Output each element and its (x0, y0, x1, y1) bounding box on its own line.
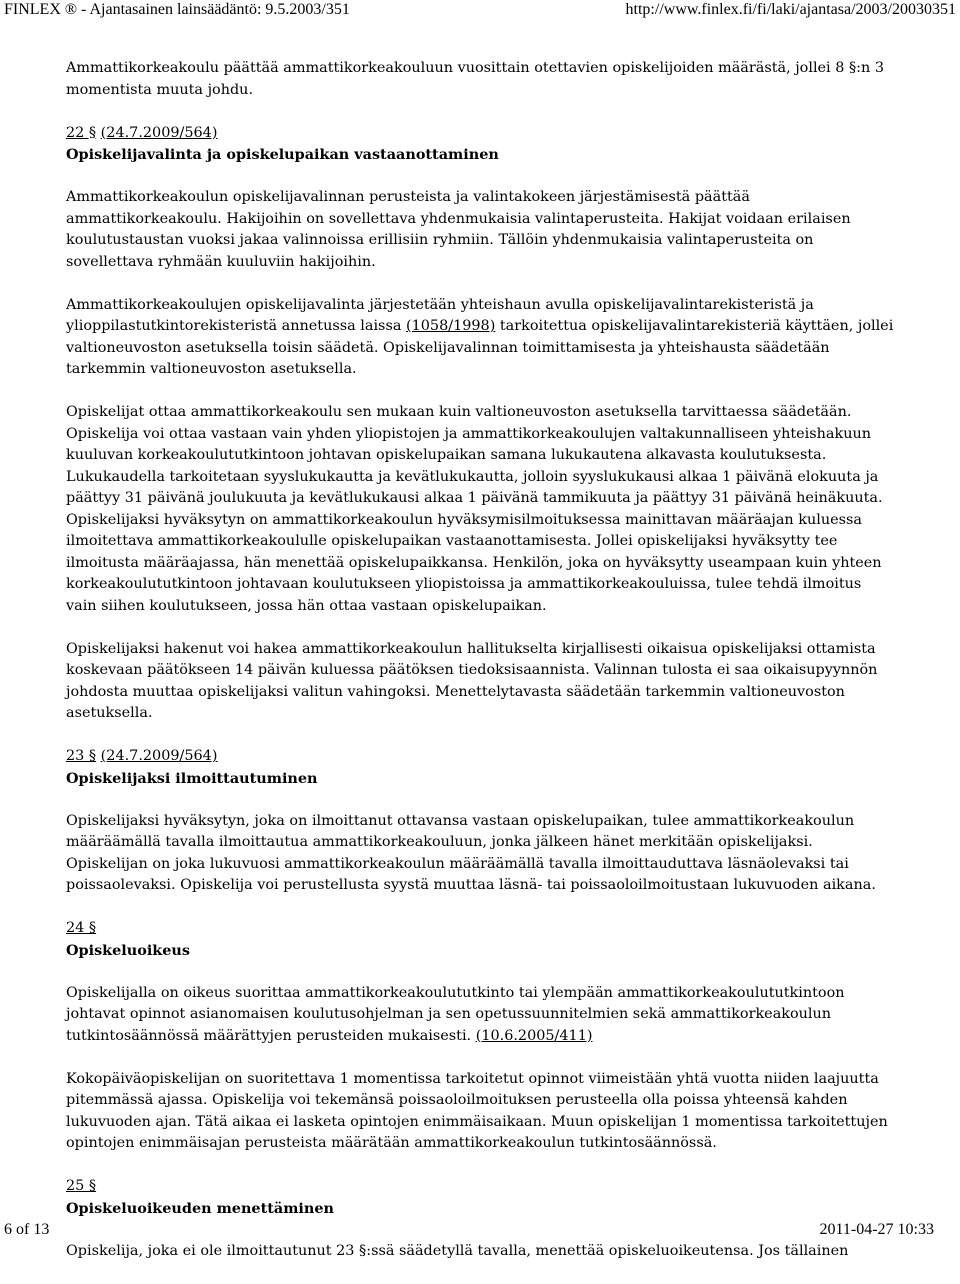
law-link-1058-1998[interactable]: (1058/1998) (406, 318, 496, 334)
section-24-link[interactable]: 24 § (66, 920, 97, 936)
s22-paragraph-3: Opiskelijat ottaa ammattikorkeakoulu sen mukaan kuin valtioneuvoston asetuksella tarvittaessa säädetään. Opiskelija voi ottaa vastaan vain yhden yliopistojen ja ammattikorkeakoulujen valtakunnalliseen yhteishakuun kuuluvan korkeakoulututkintoon johtavan opiskelupaikan samana lukukautena alkavasta koulutuksesta. Lukukaudella tarkoitetaan syyslukukautta ja kevätlukukautta, jolloin syyslukukausi alkaa 1 päivänä elokuuta ja päättyy 31 päivänä joulukuuta ja kevätlukukausi alkaa 1 päivänä tammikuuta ja päättyy 31 päivänä heinäkuuta. Opiskelijaksi hyväksytyn on ammattikorkeakoulun hyväksymisilmoituksessa mainittavan määräajan kuluessa ilmoitettava ammattikorkeakoululle opiskelupaikan vastaanottamisesta. Jollei opiskelijaksi hyväksytty tee ilmoitusta määräajassa, hän menettää opiskelupaikkansa. Henkilön, joka on hyväksytty useampaan kuin yhteen korkeakoulututkintoon johtavaan koulutukseen yliopistoissa ja ammattikorkeakouluissa, tulee tehdä ilmoitus vain siihen koulutukseen, jossa hän ottaa vastaan opiskelupaikan. (66, 404, 883, 614)
header-title: FINLEX ® - Ajantasainen lainsäädäntö: 9.5.2003/351 (4, 1, 350, 18)
document-body (66, 58, 896, 1284)
s22-paragraph-1: Ammattikorkeakoulun opiskelijavalinnan perusteista ja valintakokeen järjestämisestä päättää ammattikorkeakoulu. Hakijoihin on sovellettava yhdenmukaisia valintaperusteita. Hakijat voidaan erilaisen koulutustaustan vuoksi jakaa valinnoissa erillisiin ryhmiin. Tällöin yhdenmukaisia valintaperusteita on sovellettava ryhmään kuuluviin hakijoihin. (66, 189, 851, 270)
s23-paragraph-1: Opiskelijaksi hyväksytyn, joka on ilmoittanut ottavansa vastaan opiskelupaikan, tulee ammattikorkeakoulun määräämällä tavalla ilmoittautua ammattikorkeakouluun, jonka jälkeen hänet merkitään opiskelijaksi. Opiskelijan on joka lukuvuosi ammattikorkeakoulun määräämällä tavalla ilmoittauduttava läsnäolevaksi tai poissaolevaksi. Opiskelija voi perustellusta syystä muuttaa läsnä- tai poissaoloilmoitustaan lukuvuoden aikana. (66, 812, 876, 893)
section-23-title: Opiskelijaksi ilmoittautuminen (66, 769, 318, 787)
section-25-link[interactable]: 25 § (66, 1178, 97, 1194)
section-23-heading (66, 746, 896, 789)
s22-paragraph-4: Opiskelijaksi hakenut voi hakea ammattikorkeakoulun hallitukselta kirjallisesti oikaisua opiskelijaksi ottamista koskevaan päätökseen 14 päivän kuluessa päätöksen tiedoksisaannista. Valinnan tulosta ei saa oikaisupyynnön johdosta muuttaa opiskelijaksi valitun vahingoksi. Menettelytavasta säädetään tarkemmin valtioneuvoston asetuksella. (66, 640, 878, 721)
section-24-heading (66, 918, 896, 961)
section-22-amendment-link[interactable]: (24.7.2009/564) (100, 124, 218, 141)
header-url: http://www.finlex.fi/fi/laki/ajantasa/2003/20030351 (625, 1, 956, 18)
s25-paragraph-1: Opiskelija, joka ei ole ilmoittautunut 23 §:ssä säädetyllä tavalla, menettää opiskeluoikeutensa. Jos tällainen (66, 1242, 849, 1259)
s24-paragraph-1: Opiskelijalla on oikeus suorittaa ammattikorkeakoulututkinto tai ylempään ammattikorkeakoulututkintoon johtavat opinnot asianomaisen koulutusohjelman ja sen opetussuunnitelmien sekä ammattikorkeakoulun tutkintosäännössä määrättyjen perusteiden mukaisesti. (10.6.2005/411) (66, 984, 845, 1044)
section-24-title: Opiskeluoikeus (66, 941, 190, 959)
page-footer (0, 1221, 960, 1241)
section-25-heading (66, 1176, 896, 1219)
print-timestamp: 2011-04-27 10:33 (819, 1221, 934, 1238)
s24-paragraph-2: Kokopäiväopiskelijan on suoritettava 1 momentissa tarkoitetut opinnot viimeistään yhtä vuotta niiden laajuutta pitemmässä ajassa. Opiskelija voi tekemänsä poissaoloilmoituksen perusteella olla poissa yhteensä kahden lukuvuoden ajan. Tätä aikaa ei lasketa opintojen enimmäisaikaan. Muun opiskelijan 1 momentissa tarkoitettujen opintojen enimmäisajan perusteista määrätään ammattikorkeakoulun tutkintosäännössä. (66, 1070, 888, 1151)
section-22-link[interactable]: 22 § (66, 124, 97, 141)
section-25-title: Opiskeluoikeuden menettäminen (66, 1199, 334, 1217)
page-header (0, 0, 960, 24)
amendment-link-10-6-2005-411[interactable]: (10.6.2005/411) (475, 1027, 593, 1044)
section-23-link[interactable]: 23 § (66, 748, 97, 764)
s22-paragraph-2: Ammattikorkeakoulujen opiskelijavalinta järjestetään yhteishaun avulla opiskelijavalintarekisteristä ja ylioppilastutkintorekisteristä annetussa laissa (1058/1998) tarkoitettua opiskelijavalintarekisteriä käyttäen, jollei valtioneuvoston asetuksella toisin säädetä. Opiskelijavalinnan toimittamisesta ja yhteishausta säädetään tarkemmin valtioneuvoston asetuksella. (66, 296, 894, 377)
section-23-amendment-link[interactable]: (24.7.2009/564) (100, 748, 218, 764)
section-22-heading (66, 123, 896, 166)
section-22-title: Opiskelijavalinta ja opiskelupaikan vastaanottaminen (66, 146, 499, 163)
intro-paragraph: Ammattikorkeakoulu päättää ammattikorkeakouluun vuosittain otettavien opiskelijoiden määrästä, jollei 8 §:n 3 momentista muuta johdu. (66, 60, 885, 98)
page-number: 6 of 13 (4, 1221, 50, 1238)
